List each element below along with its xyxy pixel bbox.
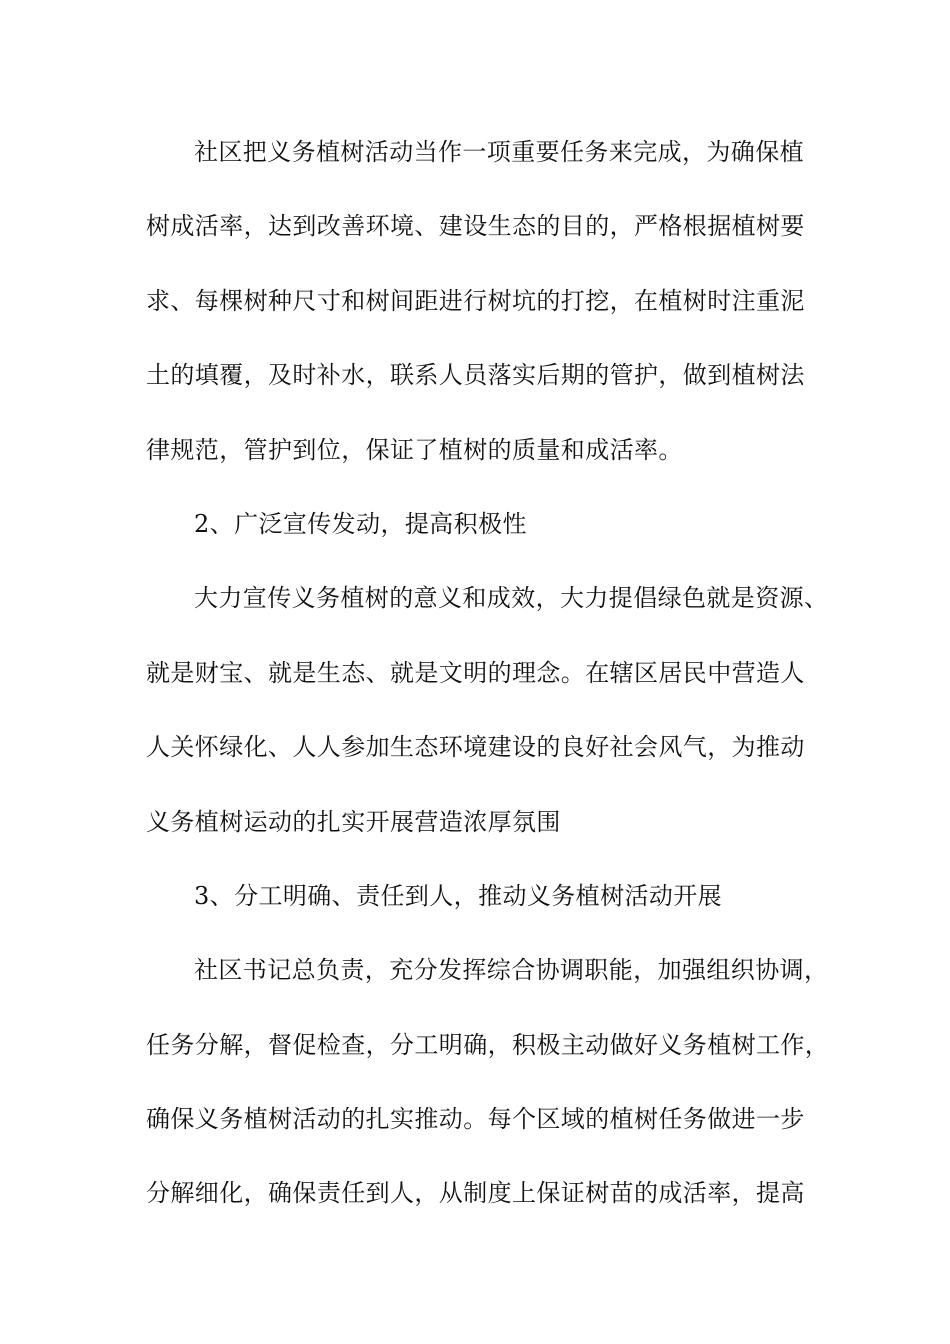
text-line-13: 任务分解，督促检查，分工明确，积极主动做好义务植树工作， [146,1030,830,1059]
text-line-15: 分解细化，确保责任到人，从制度上保证树苗的成活率，提高 [146,1179,805,1208]
section-heading-3: 3、分工明确、责任到人，推动义务植树活动开展 [194,881,723,910]
text-line-14: 确保义务植树活动的扎实推动。每个区域的植树任务做进一步 [146,1105,805,1134]
text-line-12: 社区书记总负责，充分发挥综合协调职能，加强组织协调， [194,956,829,985]
text-line-1: 社区把义务植树活动当作一项重要任务来完成，为确保植 [194,138,804,166]
text-line-4: 土的填覆，及时补水，联系人员落实后期的管护，做到植树法 [146,361,805,390]
text-line-8: 就是财宝、就是生态、就是文明的理念。在辖区居民中营造人 [146,658,805,687]
text-line-2: 树成活率，达到改善环境、建设生态的目的，严格根据植树要 [146,212,805,241]
document-body [146,130,830,1246]
section-heading-2: 2、广泛宣传发动，提高积极性 [194,509,527,538]
text-line-7: 大力宣传义务植树的意义和成效，大力提倡绿色就是资源、 [194,584,829,613]
text-line-3: 求、每棵树种尺寸和树间距进行树坑的打挖，在植树时注重泥 [146,286,805,315]
text-line-5: 律规范，管护到位，保证了植树的质量和成活率。 [146,435,683,464]
text-line-9: 人关怀绿化、人人参加生态环境建设的良好社会风气，为推动 [146,733,805,762]
text-line-10: 义务植树运动的扎实开展营造浓厚氛围 [146,807,561,836]
